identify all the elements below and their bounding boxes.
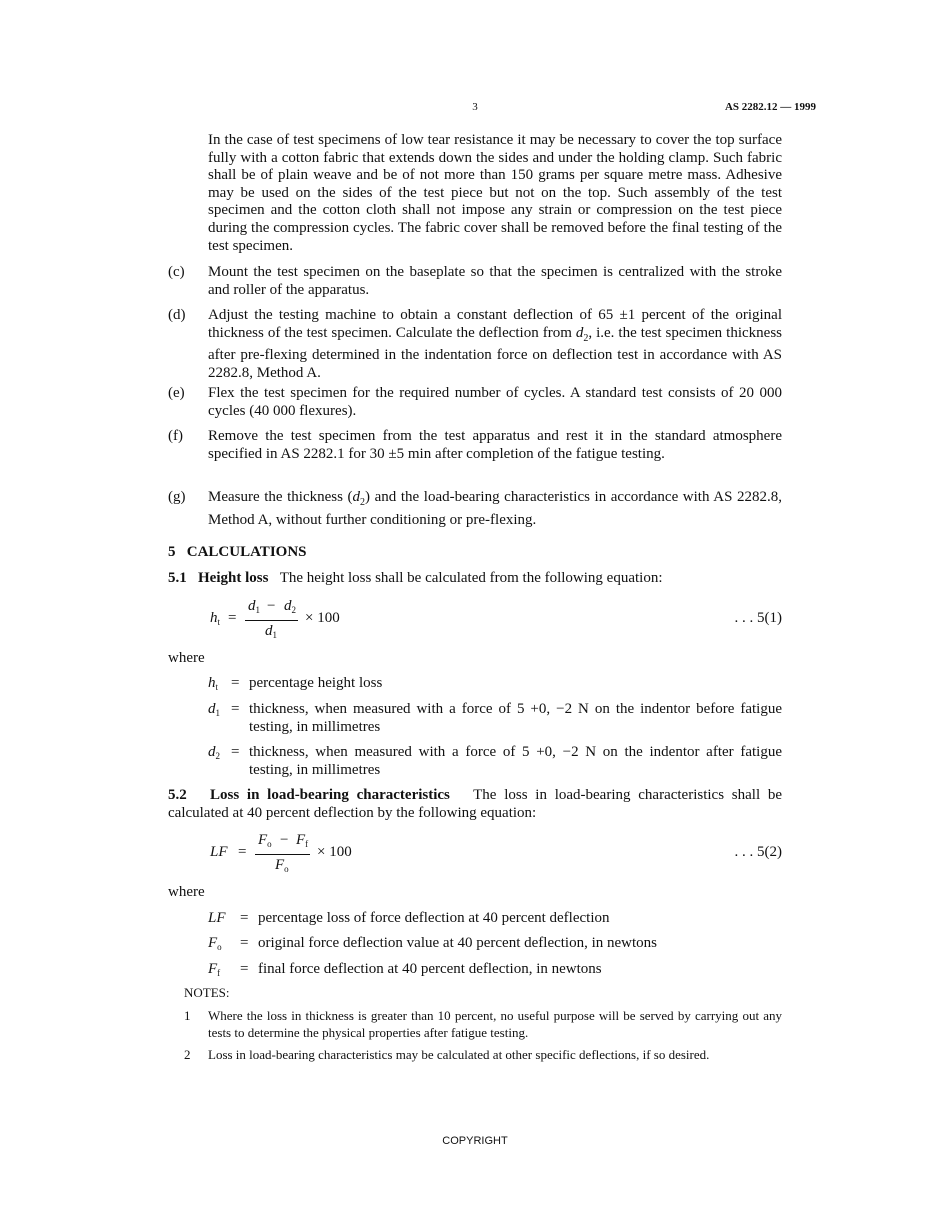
equation-5-2 (0, 832, 950, 878)
step-text: Measure the thickness $(d_2)$ and the load-bearing characteristics in accordance with AS 2282.8, Method A, without further conditioning or pre-flexing. (208, 489, 782, 528)
eq-num-a: $F_o$ (258, 832, 272, 849)
eq-minus: − (267, 598, 276, 614)
eq-equals: = (228, 610, 237, 626)
definition-row: LF = percentage loss of force deflection at 40 percent deflection (208, 910, 610, 926)
eq-lhs: LF (210, 844, 228, 860)
page-number: 3 (472, 101, 478, 113)
symbol: d (575, 324, 584, 341)
eq-times: × 100 (305, 610, 340, 626)
note-item: 2 Loss in load-bearing characteristics may be calculated at other specific deflections, if so desired. (184, 1047, 710, 1062)
subsection-5-2: 5.2 Loss in load-bearing characteristics The loss in load-bearing characteristics shall be calculated at 40 percent deflection by the following equation: (168, 787, 783, 821)
fraction-bar (245, 620, 298, 621)
step-label: (e) (168, 385, 185, 401)
eq-minus: − (280, 832, 289, 848)
equation-label: . . . 5(1) (734, 610, 782, 626)
definition-row: $F_o$ = original force deflection value at 40 percent deflection, in newtons (208, 935, 658, 952)
eq-den: $d_1$ (265, 623, 277, 640)
equation-5-1 (0, 598, 950, 644)
step-text: Remove the test specimen from the test apparatus and rest it in the standard atmosphere specified in AS 2282.1 for 30 ±5 min after completion of the fatigue testing. (208, 428, 782, 462)
step-label: (f) (168, 428, 183, 444)
eq-num-b: $F_f$ (296, 832, 309, 849)
note-item: 1 Where the loss in thickness is greater than 10 percent, no useful purpose will be served by carrying out any tests to determine the physical properties after fatigue testing. (184, 1008, 782, 1040)
step-label: (c) (168, 264, 185, 280)
eq-num-a: $d_1$ (248, 598, 260, 615)
step-label: (g) (168, 489, 186, 505)
eq-den: $F_o$ (275, 857, 289, 874)
definition-row: $h_t$ = percentage height loss (208, 675, 383, 692)
definition-row: $d_2$ = thickness, when measured with a force of 5 +0, −2 N on the indentor after fatigue testing, in millimetres (208, 744, 782, 778)
eq-equals: = (238, 844, 247, 860)
copyright-footer: COPYRIGHT (442, 1135, 508, 1147)
step-f (168, 428, 782, 463)
fraction-bar (255, 854, 310, 855)
where-label: where (168, 650, 205, 666)
eq-times: × 100 (317, 844, 352, 860)
eq-lhs: $h_t$ (210, 610, 221, 627)
step-g (168, 489, 782, 529)
eq-num-b: $d_2$ (284, 598, 296, 615)
subsection-5-1: 5.1 Height loss The height loss shall be calculated from the following equation: (168, 570, 663, 586)
step-label: (d) (168, 307, 186, 323)
step-text: Mount the test specimen on the baseplate so that the specimen is centralized with the stroke and roller of the apparatus. (208, 264, 782, 298)
continuation-paragraph: In the case of test specimens of low tear resistance it may be necessary to cover the top surface fully with a cotton fabric that extends down the sides and under the holding clamp. Such fabric shall be of plain weave and be of not more than 150 grams per square metre mass. Adhesive may be used on the sides of the test piece but not on the top. Such assembly of the test specimen and the cotton cloth shall not impose any strain or compression on the test piece during the compression cycles. The fabric cover shall be removed before the final testing of the test specimen. (208, 132, 782, 254)
where-label: where (168, 884, 205, 900)
symbol: d (352, 489, 361, 505)
step-text: Flex the test specimen for the required number of cycles. A standard test consists of 20 000 cycles (40 000 flexures). (208, 385, 782, 419)
equation-label: . . . 5(2) (734, 844, 782, 860)
step-c (168, 264, 782, 299)
step-d (168, 307, 782, 382)
section-heading: 5 CALCULATIONS (168, 544, 307, 560)
notes-heading: NOTES: (184, 985, 230, 1000)
step-text: Adjust the testing machine to obtain a constant deflection of 65 ±1 percent of the original thickness of the test specimen. Calculate the deflection from $d_2$, i.e. the test specimen thickness after pre-flexing determined in the indentation force on deflection test in accordance with AS 2282.8, Method A. (208, 307, 782, 381)
definition-row: $F_f$ = final force deflection at 40 percent deflection, in newtons (208, 961, 602, 978)
definition-row: $d_1$ = thickness, when measured with a force of 5 +0, −2 N on the indentor before fatigue testing, in millimetres (208, 701, 782, 735)
standard-id: AS 2282.12 — 1999 (724, 101, 816, 113)
step-e (168, 385, 782, 420)
